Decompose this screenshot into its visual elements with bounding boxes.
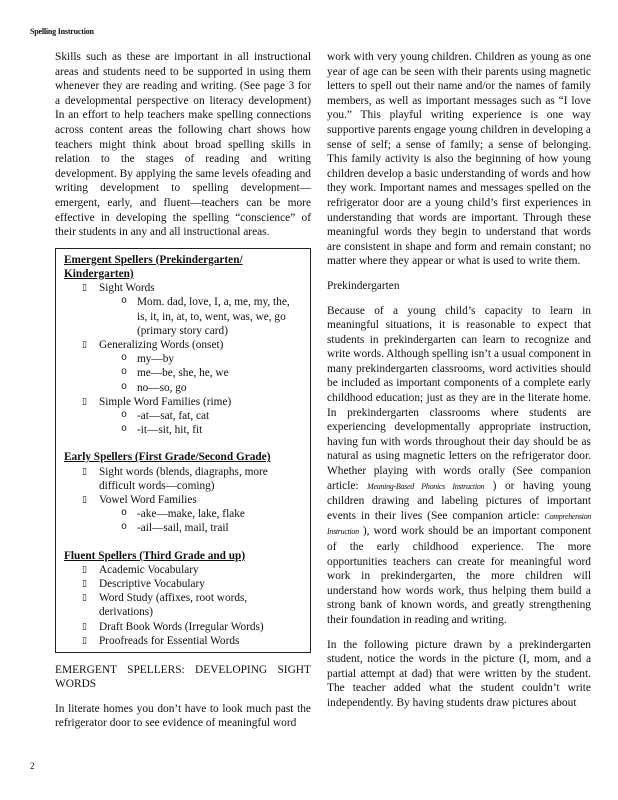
list-subitem: o -it—sit, hit, fit bbox=[121, 423, 302, 437]
list-subitem: o -ake—make, lake, flake bbox=[121, 507, 302, 521]
right-column bbox=[327, 50, 591, 711]
list-subitem: o my—by bbox=[121, 352, 302, 366]
early-heading: Early Spellers (First Grade/Second Grade) bbox=[64, 451, 271, 464]
list-item: ▯ Proofreads for Essential Words bbox=[82, 634, 302, 648]
emergent-heading: Emergent Spellers (Prekindergarten/ Kindergarten) bbox=[64, 253, 243, 280]
emergent-list bbox=[64, 281, 302, 437]
list-subitem: o Mom. dad, love, I, a, me, my, the, is, it, in, at, to, went, was, we, go (primary story card) bbox=[121, 295, 302, 338]
paragraph-student-picture: In the following picture drawn by a prekindergarten student, notice the words in the picture (I, mom, and a partial attempt at dad) that were written by the student. The teacher added what the student couldn’t write independently. By having students draw pictures about bbox=[327, 638, 591, 709]
closing-paragraph: In literate homes you don’t have to look much past the refrigerator door to see evidence of meaningful word bbox=[55, 702, 311, 730]
prekindergarten-subheading: Prekindergarten bbox=[327, 279, 400, 292]
list-item: ▯ Descriptive Vocabulary bbox=[82, 577, 302, 591]
spelling-stages-chart bbox=[55, 248, 311, 653]
list-item: ▯ Word Study (affixes, root words, derivations) bbox=[82, 591, 302, 619]
list-item: ▯ Sight Words o Mom. dad, love, I, a, me, my, the, is, it, in, at, to, went, was, we, go (primary story card) bbox=[82, 281, 302, 338]
companion-article-ref: Comprehension Instruction bbox=[327, 511, 591, 537]
fluent-heading: Fluent Spellers (Third Grade and up) bbox=[64, 549, 246, 562]
list-subitem: o no—so, go bbox=[121, 381, 302, 395]
paragraph-prekindergarten: Because of a young child’s capacity to learn in meaningful situations, it is reasonable to expect that students in prekindergarten can learn to recognize and write words. Although spelling isn’t a usual component in many prekindergarten classrooms, word activities should be included as important components of a complete early childhood education; just as they are in the literate home. In prekindergarten classrooms where students are experiencing developmentally appropriate instruction, having fun with words throughout their day should be as natural as using magnetic letters on the refrigerator door. Whether playing with words orally (See companion article: Meaning-Based Phonics Instruction ) or having young children drawing and labeling pictures of important events in their lives (See companion article: Comprehension Instruction ), word work should be an important component of the early childhood experience. The more opportunities teachers can create for meaningful word work in prekindergarten, the more children will understand how words work, thus helping them build a strong bank of known words, and greatly strengthening their foundation in reading and writing. bbox=[327, 304, 591, 626]
list-subitem: o -ail—sail, mail, trail bbox=[121, 521, 302, 535]
list-item: ▯ Academic Vocabulary bbox=[82, 563, 302, 577]
early-list bbox=[64, 465, 302, 536]
page-number: 2 bbox=[30, 761, 35, 771]
left-column bbox=[55, 50, 311, 731]
section-heading: EMERGENT SPELLERS: DEVELOPING SIGHT WORDS bbox=[55, 664, 311, 691]
list-item: ▯ Generalizing Words (onset) o my—by o me—be, she, he, we o no—so, go bbox=[82, 338, 302, 395]
list-item: ▯ Simple Word Families (rime) o -at—sat, fat, cat o -it—sit, hit, fit bbox=[82, 395, 302, 438]
fluent-list bbox=[64, 563, 302, 648]
list-item: ▯ Sight words (blends, diagraphs, more difficult words—coming) bbox=[82, 465, 302, 493]
intro-paragraph: Skills such as these are important in all instructional areas and students need to be supported in using them whenever they are reading and writing. (See page 3 for a developmental perspective on literacy development) In an effort to help teachers make spelling connections across content areas the following chart shows how teachers might think about broad spelling skills in relation to the stages of reading and writing development. By applying the same levels ofeading and writing development to spelling development—emergent, early, and fluent—teachers can be more effective in developing the spelling “conscience” of their students in any and all instructional areas. bbox=[55, 51, 311, 239]
list-item: ▯ Vowel Word Families o -ake—make, lake, flake o -ail—sail, mail, trail bbox=[82, 493, 302, 536]
companion-article-ref: Meaning-Based Phonics Instruction bbox=[367, 481, 485, 491]
list-item: ▯ Draft Book Words (Irregular Words) bbox=[82, 620, 302, 634]
paragraph-magnetic-letters: work with very young children. Children as young as one year of age can be seen with their parents using magnetic letters to spell out their name and/or the names of family members, as well as important messages such as “I love you.” This playful writing experience is one way supportive parents engage young children in developing a sense of self; a sense of family; a sense of belonging. This family activity is also the beginning of how young children develop a basic understanding of words and how they work. Important names and messages spelled on the refrigerator door are a young child’s first experiences in understanding that words are important. Through these meaningful words they begin to understand that words are consistent in shape and form and remain constant; no matter where they appear or what is used to write them. bbox=[327, 51, 591, 268]
running-header: Spelling Instruction bbox=[30, 27, 94, 36]
list-subitem: o -at—sat, fat, cat bbox=[121, 409, 302, 423]
list-subitem: o me—be, she, he, we bbox=[121, 366, 302, 380]
